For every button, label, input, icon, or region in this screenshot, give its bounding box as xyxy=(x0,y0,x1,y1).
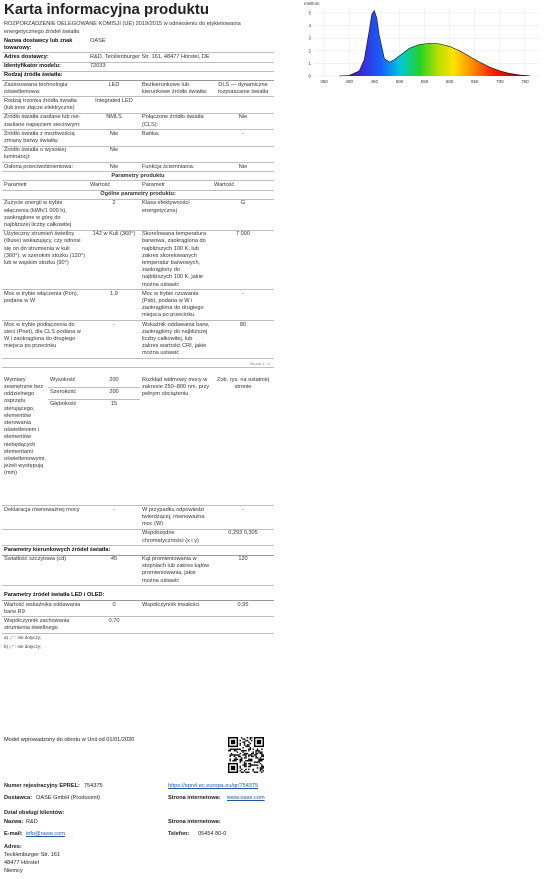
led-param-row xyxy=(2,601,274,617)
source-type-value: Nie xyxy=(212,113,274,129)
led-param-row xyxy=(2,617,274,633)
model-id-label: Identyfikator modelu: xyxy=(2,62,88,71)
footnote-a: a) „-” : nie dotyczy; xyxy=(4,635,42,641)
x-tick-label: 400 xyxy=(345,79,353,84)
general-param-value: 80 xyxy=(212,321,274,359)
source-type-value: - xyxy=(212,130,274,146)
peak-intensity-label: Światłość szczytowa (cd) xyxy=(2,555,88,586)
equivalent-power-label: Deklaracja równoważnej mocy xyxy=(2,506,88,529)
page-number: Strona 1 / 4 xyxy=(2,359,274,368)
source-type-label: Połączone źródło światła (CLS): xyxy=(140,113,212,129)
general-param-row xyxy=(2,230,274,290)
general-param-label: Klasa efektywności energetycznej xyxy=(140,199,212,230)
dimension-width-label: Szerokość xyxy=(48,388,88,400)
equivalent-power-value: - xyxy=(212,506,274,529)
source-type-label xyxy=(140,97,212,113)
general-param-label: Moc w trybie podłączenia do sieci (Pnet), dla CLS podana w W i zaokrąglona do drugiego miejsca po przecinku xyxy=(2,321,88,359)
dimension-depth-label: Głębokość xyxy=(48,400,88,506)
address-label: Adres: xyxy=(4,844,22,850)
col-header-param-2: Parametr xyxy=(140,181,212,190)
source-type-label: Bańka: xyxy=(140,130,212,146)
customer-service-label: Dział obsługi klientów: xyxy=(4,810,65,816)
address-line-3: Niemcy xyxy=(4,868,23,874)
supplier-name-label: Nazwa dostawcy lub znak towarowy: xyxy=(2,37,88,53)
general-param-label: Skorelowana temperatura barwowa, zaokrąglona do najbliższych 100 K, lub zakres skorelowanych temperatur barwowych, zaokrąglony do najbliższych 100 K, jakie można ustawić xyxy=(140,230,212,290)
supplier-name-value: OASE xyxy=(88,37,274,53)
service-name-value: R&D xyxy=(26,819,38,825)
y-tick-label: 2 xyxy=(308,48,311,54)
x-tick-label: 750 xyxy=(521,79,529,84)
source-type-value: Nie xyxy=(212,163,274,172)
equivalent-power-row xyxy=(2,506,274,529)
service-website-label: Strona internetowa: xyxy=(168,819,221,825)
source-type-row xyxy=(2,146,274,162)
general-param-row xyxy=(2,321,274,359)
supplier-footer-value: OASE GmbH (Producent) xyxy=(36,795,101,801)
spectral-distribution-label: Rozkład widmowy mocy w zakresie 250–800 nm, przy pełnym obciążeniu xyxy=(140,376,212,506)
address-line-2: 48477 Hörstel xyxy=(4,860,39,866)
general-param-row xyxy=(2,290,274,321)
supplier-table xyxy=(2,37,274,368)
general-param-row xyxy=(2,199,274,230)
equivalent-power-label: W przypadku odpowiedzi twierdzącej, równoważna moc (W) xyxy=(140,506,212,529)
x-tick-label: 550 xyxy=(420,79,429,84)
website-link[interactable]: www.oase.com xyxy=(227,795,265,801)
x-tick-label: 450 xyxy=(370,79,379,84)
general-param-label: Użyteczny strumień świetlny (Φuse) wskazujący, czy odnosi się on do strumienia w kuli (360°), w szerokim stożku (120°) lub w wąskim stożku (90°) xyxy=(2,230,88,290)
led-param-value: 0,70 xyxy=(88,617,140,633)
equivalent-power-label xyxy=(2,529,88,545)
x-tick-label: 650 xyxy=(470,79,479,84)
chart-ylabel: mW/nm xyxy=(304,1,320,6)
website-label: Strona internetowa: xyxy=(168,795,221,801)
source-type-value: Nie xyxy=(88,130,140,146)
equivalent-power-row xyxy=(2,529,274,545)
source-type-row xyxy=(2,113,274,129)
supplier-footer-label: Dostawca: xyxy=(4,795,32,801)
general-param-label: Wskaźnik oddawania barw, zaokrąglony do najbliższej liczby całkowitej, lub zakres wartości CRI, jakie można ustawić xyxy=(140,321,212,359)
source-type-label: Źródło światła zasilane lub nie-zasilane napięciem sieciowym: xyxy=(2,113,88,129)
source-type-value: LED xyxy=(88,81,140,97)
source-type-label xyxy=(140,146,212,162)
source-type-label: Bezkierunkowe lub kierunkowe źródło światła: xyxy=(140,81,212,97)
email-label: E-mail: xyxy=(4,831,23,837)
beam-angle-label: Kąt promieniowania w stopniach lub zakres kątów promieniowania, jakie można ustawić xyxy=(140,555,212,586)
equivalent-power-value: - xyxy=(88,506,140,529)
general-param-label: Moc w trybie włączenia (Pon), podana w W xyxy=(2,290,88,321)
supplier-address-value: R&D, Tecklenburger Str. 161, 48477 Hörstel, DE xyxy=(88,53,274,62)
source-type-value: DLS — dynamiczne rozpraszanie światła xyxy=(212,81,274,97)
phone-value: 05454 80-0 xyxy=(198,831,227,837)
qr-code-icon xyxy=(228,737,264,773)
x-tick-label: 350 xyxy=(320,79,328,84)
y-tick-label: 3 xyxy=(308,35,311,41)
product-info-sheet xyxy=(2,37,274,650)
market-intro: Model wprowadzony do obrotu w Unii od 01/01/2020 xyxy=(4,737,135,743)
led-param-label xyxy=(140,617,212,633)
general-param-label: Zużycie energii w trybie włączenia (kWh/1 000 h), zaokrąglone w górę do najbliższej liczby całkowitej xyxy=(2,199,88,230)
source-type-label: Źródło światła o wysokiej luminancji: xyxy=(2,146,88,162)
spectral-distribution-value: Zob. rys. na ostatniej stronie xyxy=(212,376,274,506)
led-param-value: 0,95 xyxy=(212,601,274,617)
spectral-power-chart xyxy=(300,0,544,90)
beam-angle-value: 120 xyxy=(212,555,274,586)
eprel-label: Numer rejestracyjny EPREL: xyxy=(4,783,80,789)
general-param-value: 7 000 xyxy=(212,230,274,290)
source-type-row xyxy=(2,81,274,97)
product-params-section: Parametry produktu xyxy=(2,172,274,181)
source-type-section: Rodzaj źródła światła: xyxy=(2,71,274,80)
x-tick-label: 700 xyxy=(496,79,504,84)
led-param-value: 0 xyxy=(88,601,140,617)
general-params-section: Ogólne parametry produktu: xyxy=(2,190,274,199)
equivalent-power-value: 0,293 0,305 xyxy=(212,529,274,545)
y-tick-label: 1 xyxy=(308,60,311,66)
dimension-width-value: 200 xyxy=(88,388,140,400)
y-tick-label: 5 xyxy=(308,10,311,16)
equivalent-power-table xyxy=(2,506,274,650)
directional-section: Parametry kierunkowych źródeł światła: xyxy=(2,546,274,555)
eprel-value: 754375 xyxy=(84,783,103,789)
general-param-label: Moc w trybie czuwania (Psb), podana w W i zaokrąglona do drugiego miejsca po przecinku xyxy=(140,290,212,321)
source-type-value: Nie xyxy=(88,163,140,172)
x-tick-label: 600 xyxy=(445,79,454,84)
regulation-subtitle: ROZPORZĄDZENIE DELEGOWANE KOMISJI (UE) 2019/2015 w odniesieniu do etykietowania energetycznego źródeł światła xyxy=(4,21,241,35)
led-param-label: Współczynnik trwałości xyxy=(140,601,212,617)
source-type-value: Integrated LED xyxy=(88,97,140,113)
source-type-row xyxy=(2,163,274,172)
model-id-value: 72033 xyxy=(88,62,274,71)
y-tick-label: 4 xyxy=(308,23,311,29)
footnote-b: b) „-” : nie dotyczy; xyxy=(4,643,42,649)
col-header-value-2: Wartość xyxy=(212,181,274,190)
qr-code[interactable] xyxy=(228,737,264,773)
source-type-label: Funkcja ściemniania: xyxy=(140,163,212,172)
dimension-height-value: 200 xyxy=(88,376,140,387)
source-type-row xyxy=(2,130,274,146)
source-type-label: Źródło światła z możliwością zmiany barwy światła: xyxy=(2,130,88,146)
general-param-value: 1,9 xyxy=(88,290,140,321)
address-line-1: Tecklenburger Str. 161 xyxy=(4,852,60,858)
dimensions-table xyxy=(2,376,274,506)
source-type-label: Rodzaj trzonka źródła światła (lub inne złącze elektryczne) xyxy=(2,97,88,113)
general-param-value: 142 w Kuli (360°) xyxy=(88,230,140,290)
dimension-depth-value: 15 xyxy=(88,400,140,506)
supplier-address-label: Adres dostawcy: xyxy=(2,53,88,62)
led-param-value xyxy=(212,617,274,633)
eprel-link[interactable]: https://eprel.ec.europa.eu/qr/754375 xyxy=(168,783,259,789)
dimensions-label: Wymiary zewnętrzne bez oddzielnego osprzętu sterującego, elementów sterowania oświetleniem i elementów niebędących elementami oświetleniowymi, jeżeli występują (mm) xyxy=(2,376,48,506)
source-type-row xyxy=(2,97,274,113)
source-type-value: Nie xyxy=(88,146,140,162)
col-header-param-1: Parametr xyxy=(2,181,88,190)
general-param-value: - xyxy=(212,290,274,321)
source-type-value xyxy=(212,146,274,162)
phone-label: Telefon: xyxy=(168,831,190,837)
dimension-height-label: Wysokość xyxy=(48,376,88,387)
spectrum-area xyxy=(339,11,530,76)
source-type-label: Zastosowana technologia oświetleniowa: xyxy=(2,81,88,97)
col-header-value-1: Wartość xyxy=(88,181,140,190)
led-param-label: Wartość wskaźnika oddawania barw R9 xyxy=(2,601,88,617)
general-param-value: - xyxy=(88,321,140,359)
led-param-label: Współczynnik zachowania strumienia świetlnego xyxy=(2,617,88,633)
source-type-label: Osłona przeciwolśnieniowa: xyxy=(2,163,88,172)
led-section: Parametry źródeł światła LED i OLED: xyxy=(2,586,274,601)
general-param-value: G xyxy=(212,199,274,230)
source-type-value: NMLS xyxy=(88,113,140,129)
equivalent-power-value xyxy=(88,529,140,545)
service-name-label: Nazwa: xyxy=(4,819,24,825)
general-param-value: 2 xyxy=(88,199,140,230)
page-title: Karta informacyjna produktu xyxy=(4,1,210,18)
y-tick-label: 0 xyxy=(308,73,311,79)
x-tick-label: 500 xyxy=(395,79,404,84)
peak-intensity-value: 45 xyxy=(88,555,140,586)
email-link[interactable]: info@oase.com xyxy=(26,831,65,837)
equivalent-power-label: Współrzędne chromatyczności (x i y) xyxy=(140,529,212,545)
source-type-value xyxy=(212,97,274,113)
